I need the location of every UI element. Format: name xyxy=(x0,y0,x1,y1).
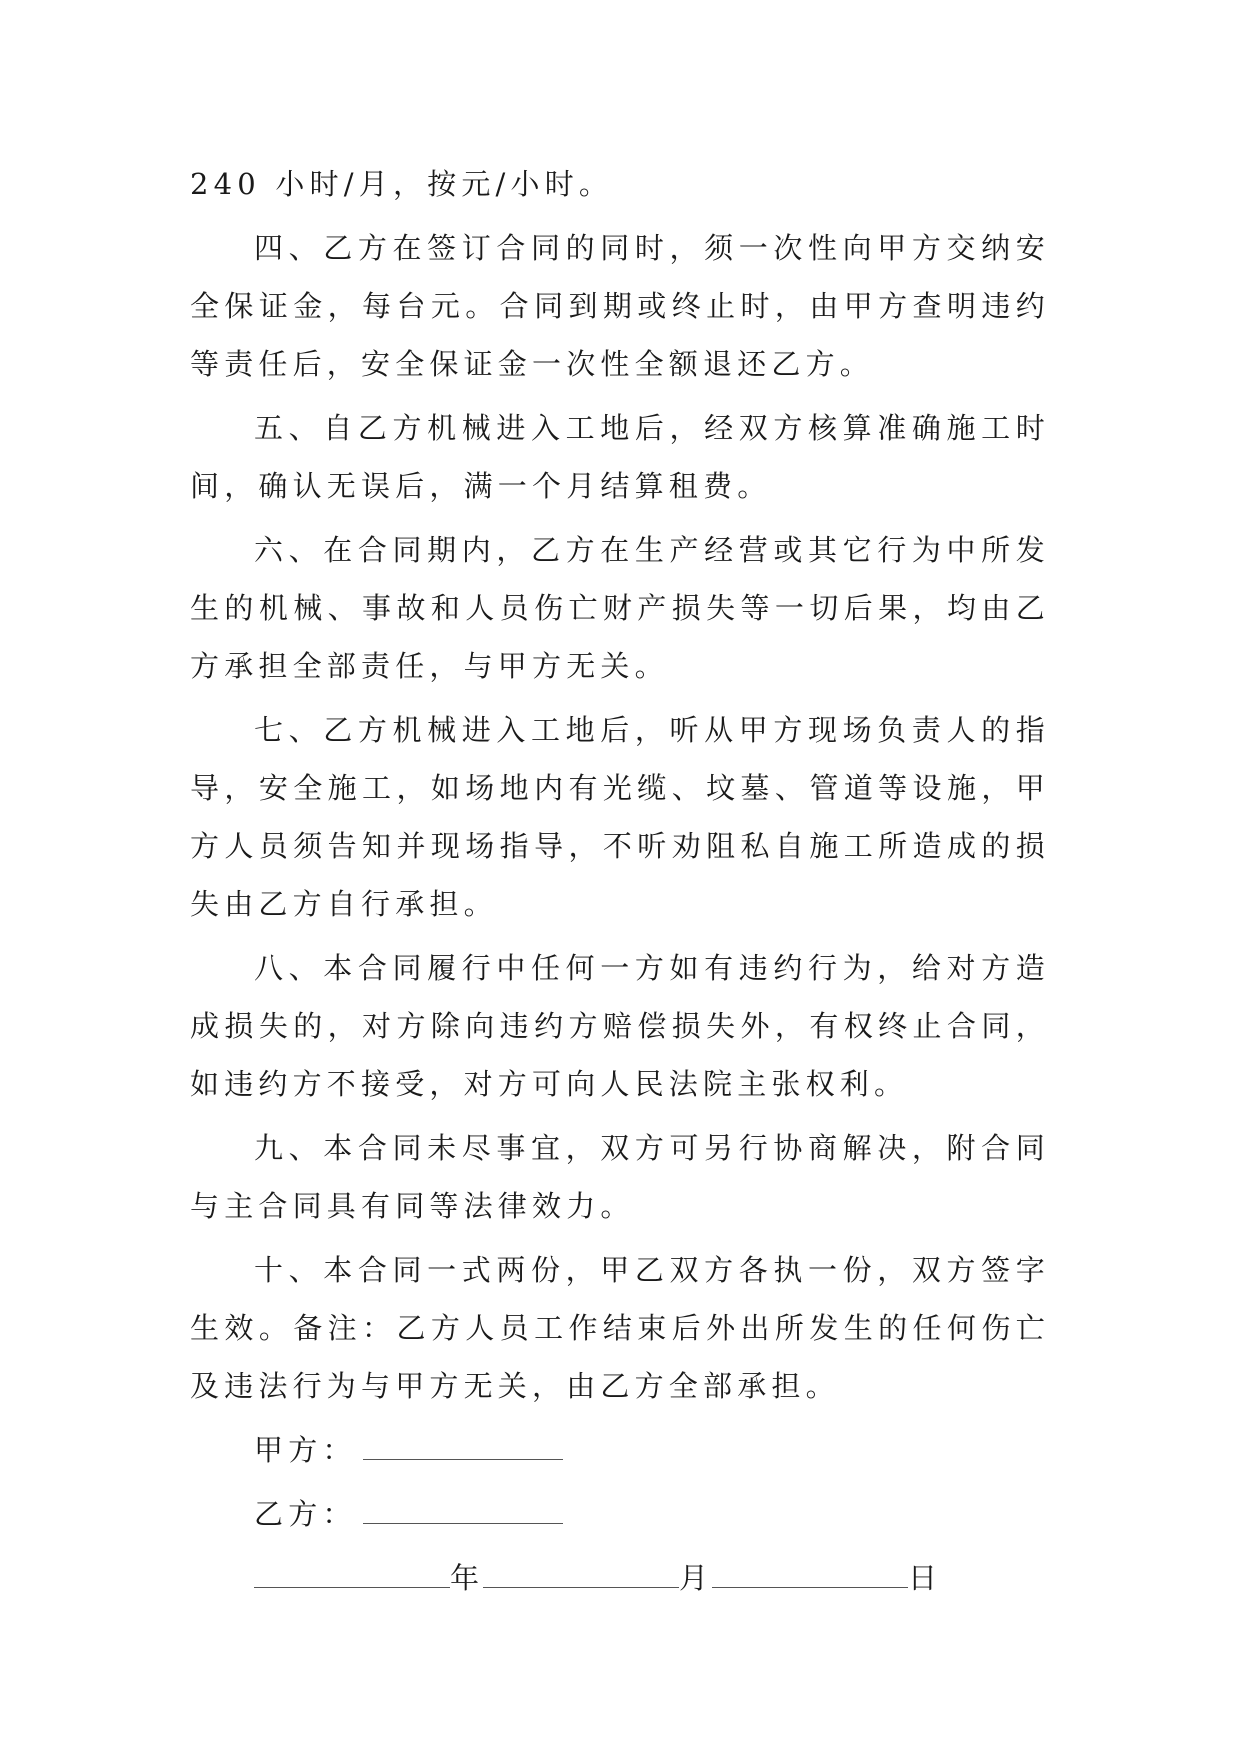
party-a-signature xyxy=(190,1421,1050,1479)
party-b-label: 乙方： xyxy=(254,1497,357,1531)
clause-6: 六、在合同期内，乙方在生产经营或其它行为中所发生的机械、事故和人员伤亡财产损失等一切后果，均由乙方承担全部责任，与甲方无关。 xyxy=(190,533,1050,683)
clause-4: 四、乙方在签订合同的同时，须一次性向甲方交纳安全保证金，每台元。合同到期或终止时，由甲方查明违约等责任后，安全保证金一次性全额退还乙方。 xyxy=(190,231,1050,381)
month-blank[interactable] xyxy=(483,1567,679,1588)
day-blank[interactable] xyxy=(712,1567,908,1588)
clause-5: 五、自乙方机械进入工地后，经双方核算准确施工时间，确认无误后，满一个月结算租费。 xyxy=(190,411,1050,503)
party-b-blank[interactable] xyxy=(363,1503,563,1524)
party-a-label: 甲方： xyxy=(254,1433,357,1467)
document-page xyxy=(190,155,1050,1607)
party-b-signature xyxy=(190,1485,1050,1543)
day-label: 日 xyxy=(908,1561,942,1595)
month-label: 月 xyxy=(679,1561,713,1595)
clause-7: 七、乙方机械进入工地后，听从甲方现场负责人的指导，安全施工，如场地内有光缆、坟墓、管道等设施，甲方人员须告知并现场指导，不听劝阻私自施工所造成的损失由乙方自行承担。 xyxy=(190,713,1050,921)
party-a-blank[interactable] xyxy=(363,1439,563,1460)
clause-10: 十、本合同一式两份，甲乙双方各执一份，双方签字生效。备注：乙方人员工作结束后外出所发生的任何伤亡及违法行为与甲方无关，由乙方全部承担。 xyxy=(190,1253,1050,1403)
clause-9: 九、本合同未尽事宜，双方可另行协商解决，附合同与主合同具有同等法律效力。 xyxy=(190,1131,1050,1223)
clause-8: 八、本合同履行中任何一方如有违约行为，给对方造成损失的，对方除向违约方赔偿损失外，有权终止合同，如违约方不接受，对方可向人民法院主张权利。 xyxy=(190,951,1050,1101)
signing-date xyxy=(190,1549,1050,1607)
paragraph-continuation: 240 小时/月，按元/小时。 xyxy=(190,167,614,201)
year-label: 年 xyxy=(450,1561,484,1595)
year-blank[interactable] xyxy=(254,1567,450,1588)
